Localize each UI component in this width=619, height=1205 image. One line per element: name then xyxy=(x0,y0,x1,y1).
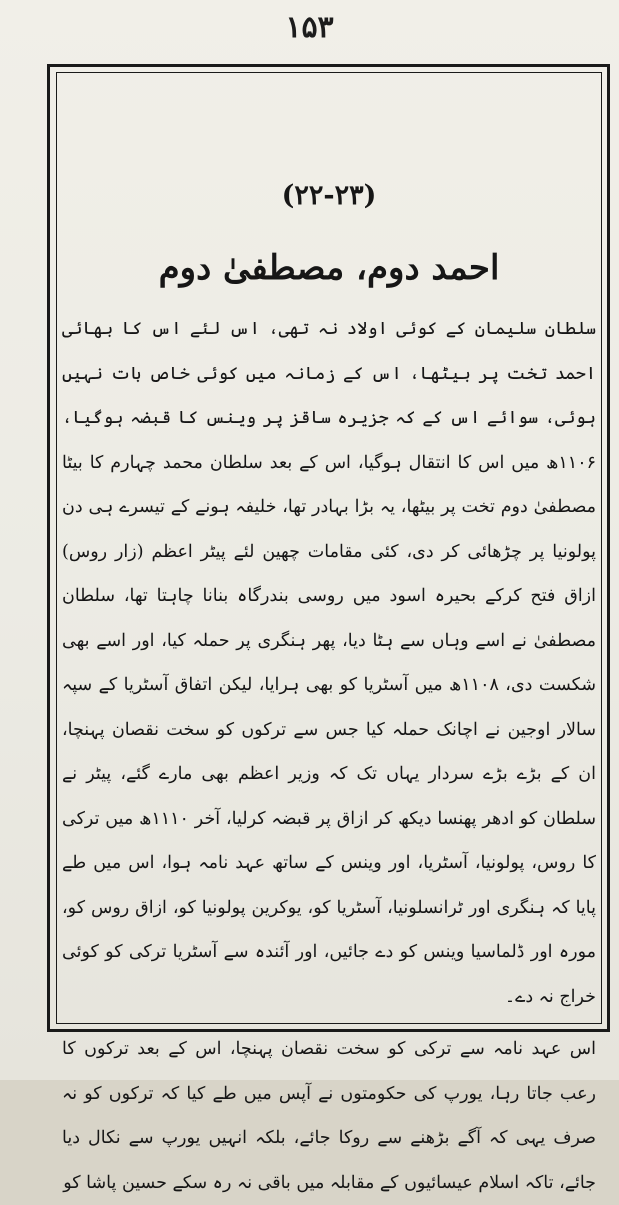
section-number: (۲۲-۲۳) xyxy=(281,180,377,211)
paragraph: اس عہد نامہ سے ترکی کو سخت نقصان پہنچا، اس کے بعد ترکوں کا رعب جاتا رہا، یورپ کی حکومتوں نے آپس میں طے کیا کہ ترکوں کو نہ صرف یہی کہ آگے بڑھنے سے روکا جائے، بلکہ انہیں یورپ سے نکال دیا جائے، تاکہ اسلام عیسائیوں کے مقابلہ میں باقی نہ رہ سکے حسین پاشا کو xyxy=(62,1039,596,1193)
paragraph: سلطان سلیمان کے کوئی اولاد نہ تھی، اس لئے اس کا بھائی احمد تخت پر بیٹھا، اس کے زمانہ میں کوئی خاص بات نہیں ہوئی، سوائے اس کے کہ جزیرہ ساقز پر وینس کا قبضہ ہوگیا، ۱۱۰۶ھ میں اس کا انتقال ہوگیا، اس کے بعد سلطان محمد چہارم کا بیٹا مصطفیٰ دوم تخت پر بیٹھا، یہ بڑا بہادر تھا، خلیفہ ہونے کے تیسرے ہی دن پولونیا پر چڑھائی کر دی، کئی مقامات چھین لئے پیٹر اعظم (زار روس) ازاق فتح کرکے بحیرہ اسود میں روسی بندرگاہ بنانا چاہتا تھا، سلطان مصطفیٰ نے اسے وہاں سے ہٹا دیا، پھر ہنگری پر حملہ کیا، اور اسے بھی شکست دی، ۱۱۰۸ھ میں آسٹریا کو بھی ہرایا، لیکن اتفاق آسٹریا کے سپہ سالار اوجین نے اچانک حملہ کیا جس سے ترکوں کو سخت نقصان پہنچا، ان کے بڑے بڑے سردار یہاں تک کہ وزیر اعظم بھی مارے گئے، پیٹر نے سلطان کو ادھر پھنسا دیکھ کر ازاق پر قبضہ کرلیا، آخر ۱۱۱۰ھ میں ترکی کا روس، پولونیا، آسٹریا، اور وینس کے ساتھ عہد نامہ ہوا، اس میں طے پایا کہ ہنگری اور ٹرانسلونیا، آسٹریا کو، یوکرین پولونیا کو، ازاق روس کو، مورہ اور ڈلماسیا وینس کو دے جائیں، اور آئندہ سے آسٹریا ترکی کو کوئی خراج نہ دے۔ xyxy=(62,319,597,1007)
chapter-title: احمد دوم، مصطفیٰ دوم xyxy=(158,248,500,288)
page-content xyxy=(62,180,596,1205)
page-number: ۱۵۳ xyxy=(285,10,334,45)
body-text xyxy=(62,307,596,1205)
